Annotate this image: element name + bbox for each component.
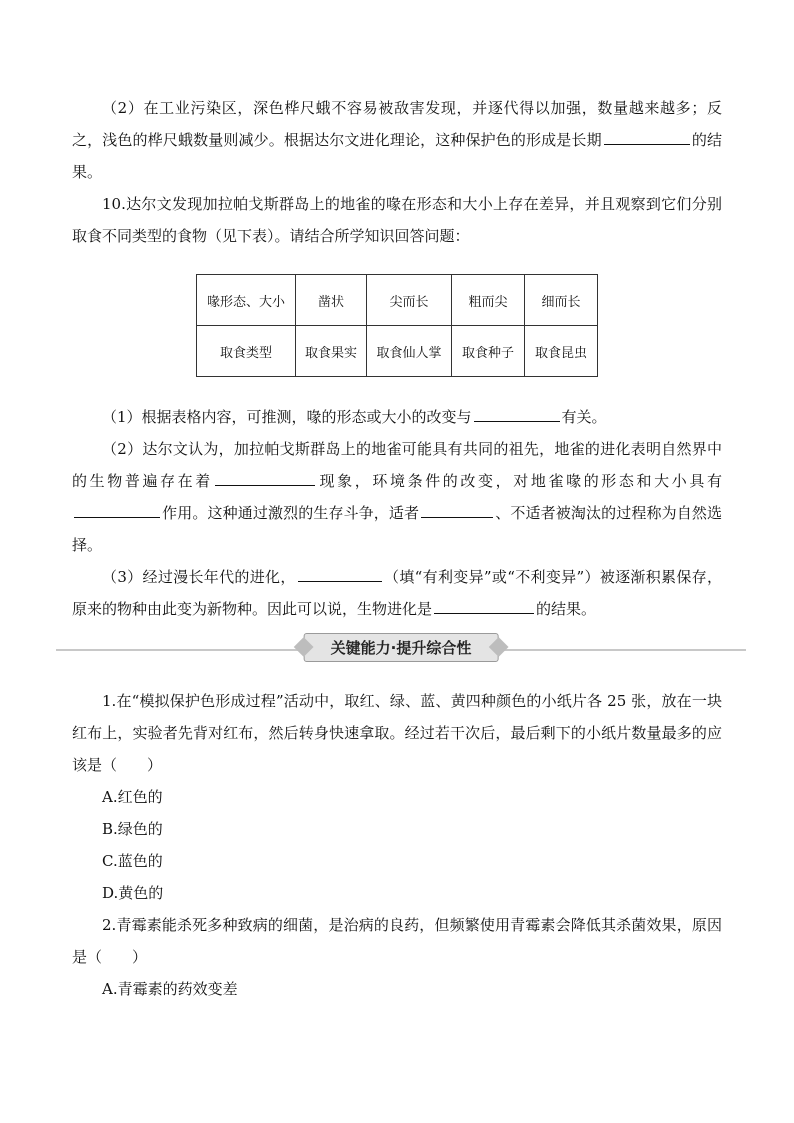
answer-blank[interactable] [421, 501, 493, 519]
q10-part2-text-d: 、不适者被淘汰的过程称为自然选择。 [72, 504, 722, 554]
answer-blank[interactable] [298, 565, 382, 583]
k2-stem: 2.青霉素能杀死多种致病的细菌，是治病的良药，但频繁使用青霉素会降低其杀菌效果，原因是（ ） [72, 916, 722, 966]
answer-blank[interactable] [474, 405, 560, 423]
table-cell: 凿状 [296, 275, 367, 326]
q10-part1-text: （1）根据表格内容，可推测，喙的形态或大小的改变与 [102, 408, 472, 426]
option-a[interactable]: A.红色的 [102, 788, 163, 806]
table-row [197, 326, 598, 377]
q10-part1-tail: 有关。 [561, 408, 607, 426]
q10-part3-text-b: （填“有利变异”或“不利变异”）被逐渐积累保存，原来的物种由此变为新物种。因此可以说，生物进化是 [72, 568, 722, 618]
table-cell: 细而长 [525, 275, 598, 326]
option-b[interactable]: B.绿色的 [102, 820, 163, 838]
table-cell: 取食果实 [296, 326, 367, 377]
table-cell: 取食类型 [197, 326, 296, 377]
page-content [72, 92, 722, 1005]
beak-table [196, 274, 598, 377]
table-cell: 取食种子 [452, 326, 525, 377]
section-header [36, 633, 766, 667]
q10-stem: 10.达尔文发现加拉帕戈斯群岛上的地雀的喙在形态和大小上存在差异，并且观察到它们分别取食不同类型的食物（见下表）。请结合所学知识回答问题： [72, 195, 722, 245]
table-cell: 取食仙人掌 [367, 326, 452, 377]
q10-part2-text-c: 作用。这种通过激烈的生存斗争，适者 [162, 504, 420, 522]
answer-blank[interactable] [434, 597, 534, 615]
q10-part1 [72, 401, 722, 433]
q9-part2-text: （2）在工业污染区，深色桦尺蛾不容易被敌害发现，并逐代得以加强，数量越来越多；反之，浅色的桦尺蛾数量则减少。根据达尔文进化理论，这种保护色的形成是长期 [72, 99, 722, 149]
table-cell: 粗而尖 [452, 275, 525, 326]
q10-part2 [72, 433, 722, 561]
answer-blank[interactable] [215, 469, 315, 487]
option-c[interactable]: C.蓝色的 [102, 852, 163, 870]
option-d[interactable]: D.黄色的 [102, 884, 164, 902]
q9-part2-tail: 的结果。 [72, 131, 722, 181]
option-a[interactable]: A.青霉素的药效变差 [102, 980, 238, 998]
q10-part2-text: （2）达尔文认为，加拉帕戈斯群岛上的地雀可能具有共同的祖先，地雀的进化表明自然界中的生物普遍存在着 [72, 440, 722, 490]
q10-part3-tail: 的结果。 [536, 600, 597, 618]
table-row [197, 275, 598, 326]
q10-part2-text-b: 现象，环境条件的改变，对地雀喙的形态和大小具有 [316, 472, 722, 490]
q10-part3-text: （3）经过漫长年代的进化， [102, 568, 296, 586]
q10-part3 [72, 561, 722, 625]
answer-blank[interactable] [604, 128, 690, 146]
answer-blank[interactable] [74, 501, 160, 519]
section-title: 关键能力·提升综合性 [304, 633, 499, 662]
k1-stem: 1.在“模拟保护色形成过程”活动中，取红、绿、蓝、黄四种颜色的小纸片各 25 张，放在一块红布上，实验者先背对红布，然后转身快速拿取。经过若干次后，最后剩下的小纸片数量最多的应该是（ ） [72, 692, 722, 774]
q9-part2 [72, 92, 722, 188]
table-cell: 尖而长 [367, 275, 452, 326]
table-cell: 喙形态、大小 [197, 275, 296, 326]
table-cell: 取食昆虫 [525, 326, 598, 377]
